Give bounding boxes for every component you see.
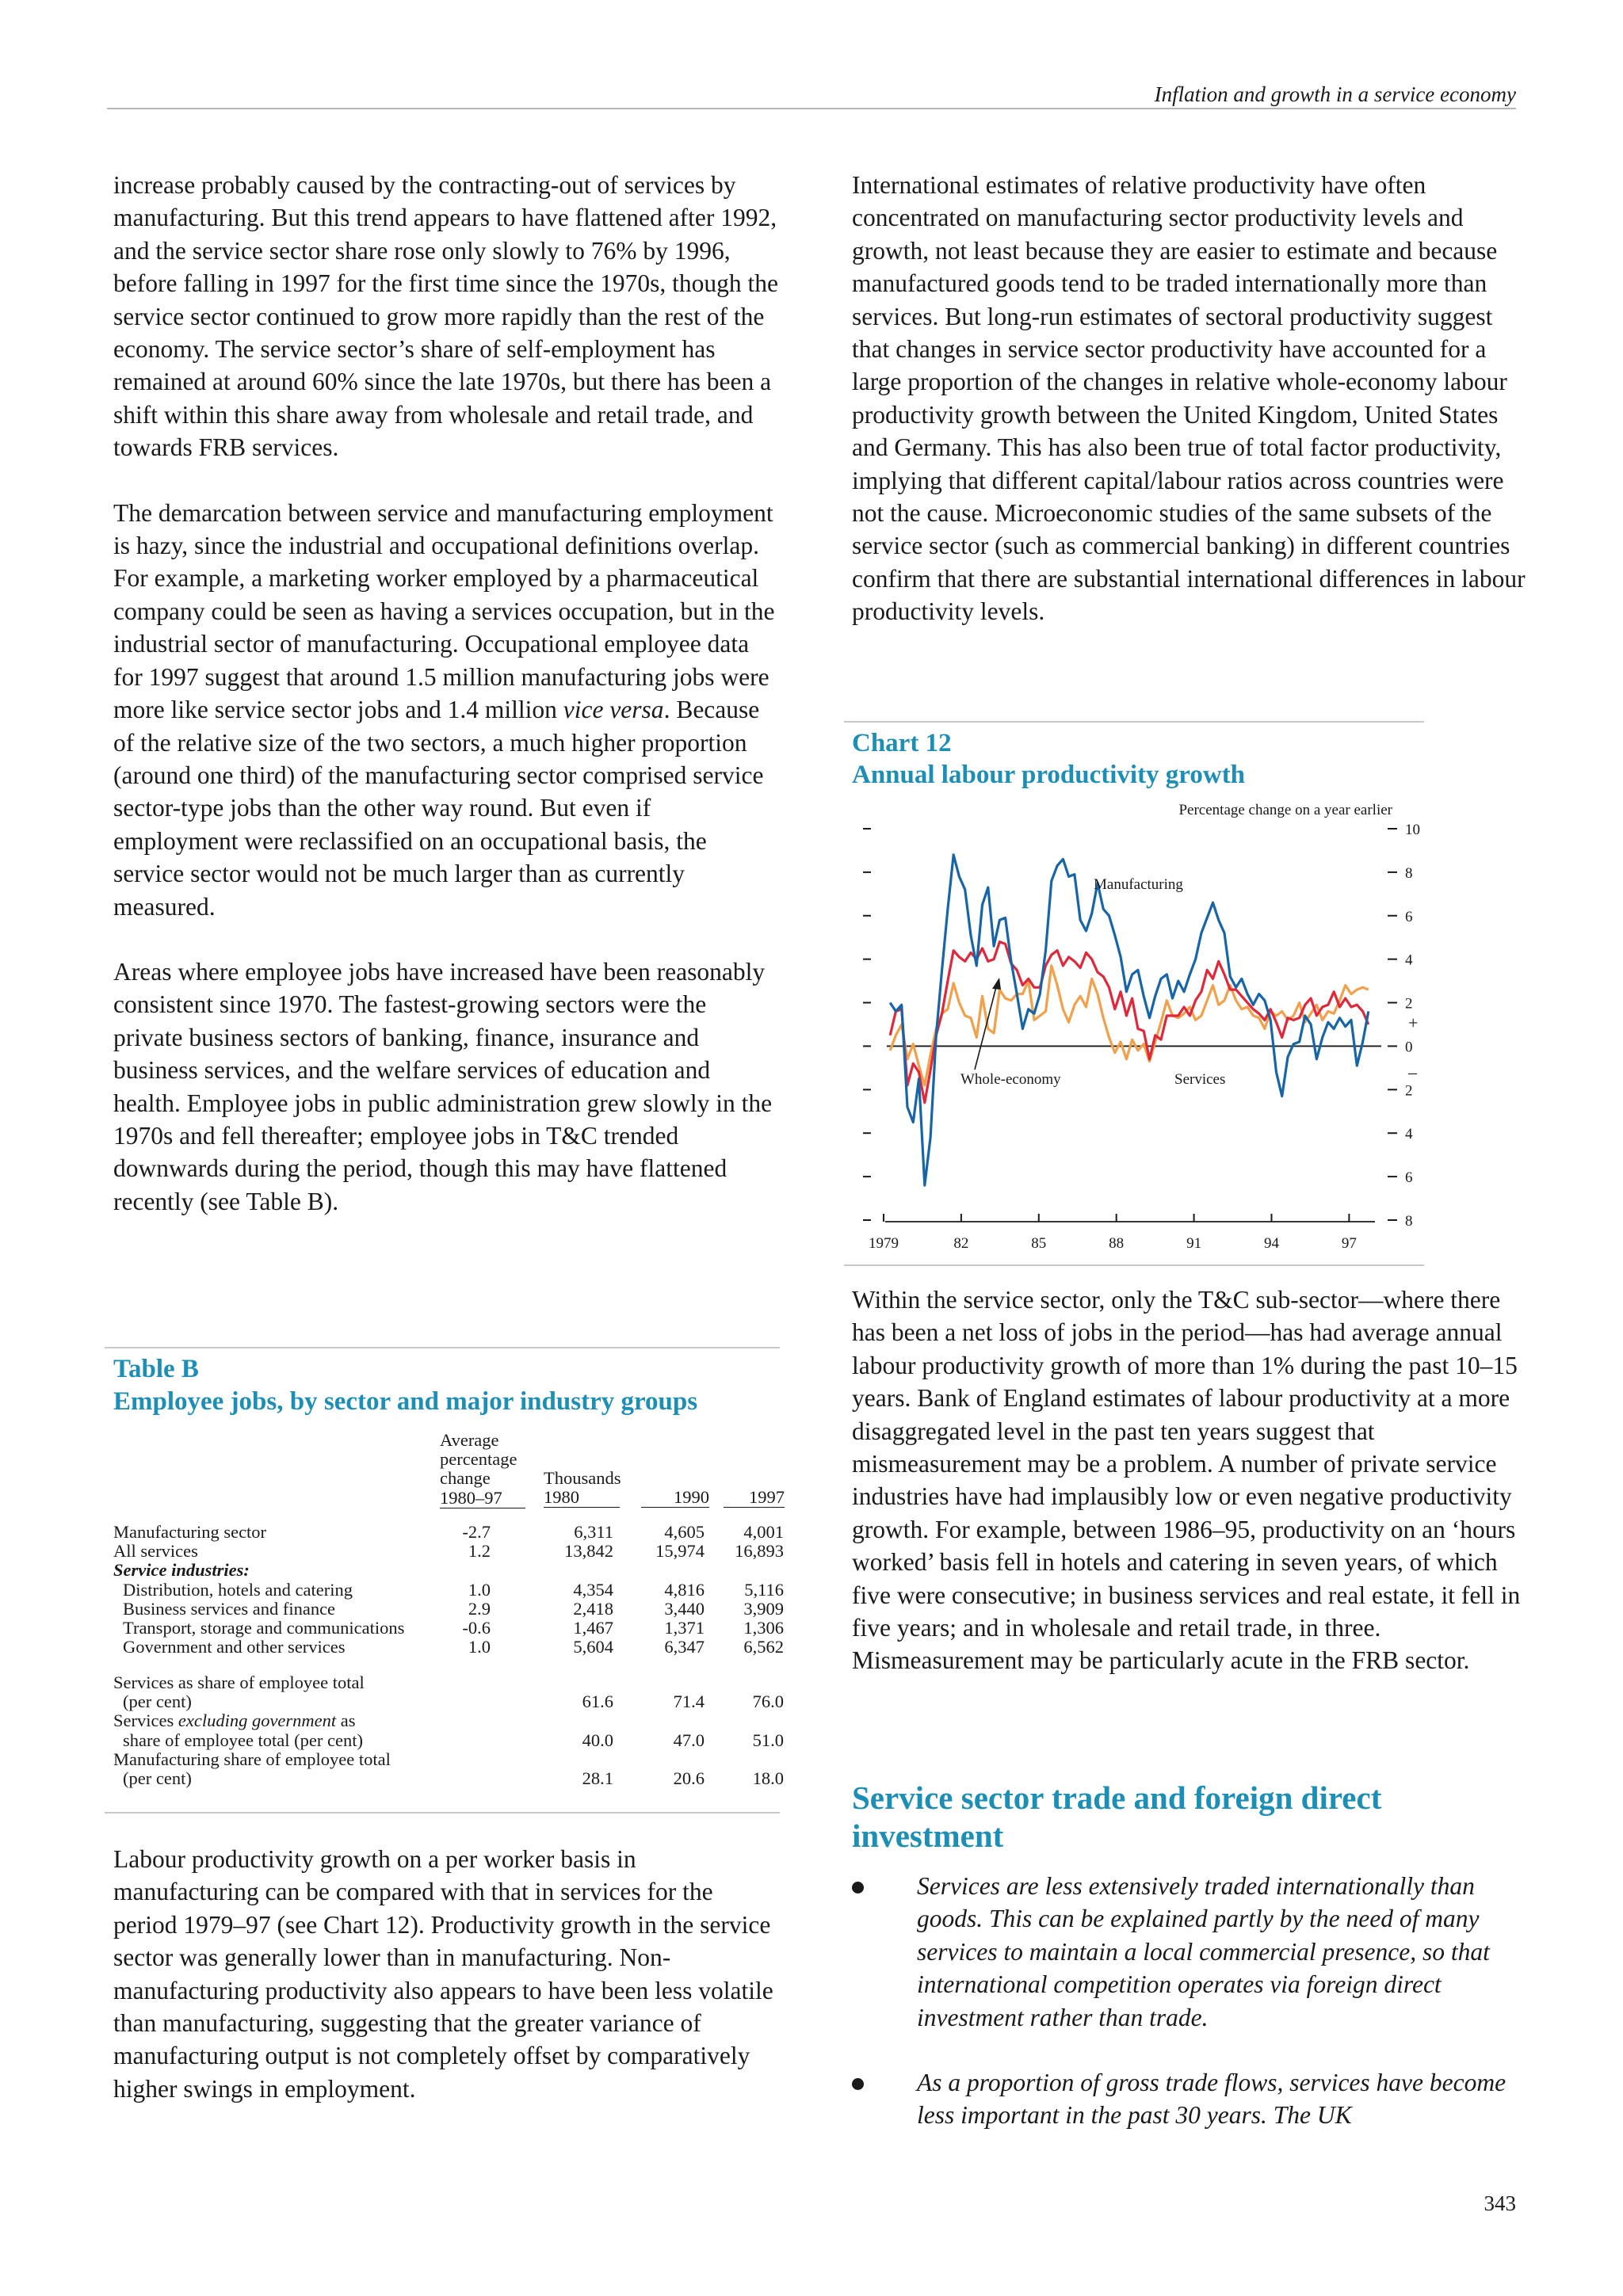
text-run: . Because of the relative size of the two sectors, a much higher proportion (around one third) of the manufacturing sector comprised service sector-type jobs than the other way round. But even if employment were reclassified on an occupational basis, the service sector would not be much larger than as currently measured. xyxy=(113,696,764,921)
y-tick-label: 4 xyxy=(1405,952,1413,969)
table-top-rule xyxy=(105,1347,780,1348)
x-tick-label: 1979 xyxy=(869,1235,899,1252)
table-row xyxy=(113,1750,787,1769)
annotation-services: Services xyxy=(1174,1071,1226,1088)
table-row xyxy=(113,1673,787,1692)
right-column xyxy=(852,169,1526,661)
y-tick-label: 2 xyxy=(1405,995,1413,1013)
bullet-item xyxy=(852,2066,1533,2132)
row-label: (per cent) xyxy=(123,1768,192,1788)
col-head-1997 xyxy=(724,1488,785,1508)
cell: 15,974 xyxy=(655,1541,705,1562)
table-row xyxy=(113,1692,787,1711)
table-row xyxy=(113,1619,787,1638)
header-line: 1997 xyxy=(724,1488,785,1508)
cell: 76.0 xyxy=(752,1691,784,1712)
row-group-label: Service industries: xyxy=(113,1560,250,1581)
cell: 71.4 xyxy=(673,1691,705,1712)
table-row xyxy=(113,1523,787,1542)
row-label: share of employee total (per cent) xyxy=(123,1730,363,1750)
x-tick-label: 94 xyxy=(1263,1235,1279,1252)
row-label: Business services and finance xyxy=(123,1598,336,1619)
cell: 1,371 xyxy=(664,1617,705,1638)
x-tick-label: 88 xyxy=(1109,1235,1125,1252)
cell: 2,418 xyxy=(573,1598,613,1619)
header-rule xyxy=(107,108,1516,109)
table-label: Table B xyxy=(113,1355,199,1383)
chart-label: Chart 12 xyxy=(852,729,952,757)
bullet-text: As a proportion of gross trade flows, services have become less important in the past 30 years. The UK xyxy=(917,2069,1507,2130)
cell: 61.6 xyxy=(582,1691,613,1712)
table-title: Employee jobs, by sector and major industry groups xyxy=(113,1387,698,1416)
y-tick-label: 8 xyxy=(1405,1213,1413,1230)
annotation-whole-economy: Whole-economy xyxy=(960,1071,1061,1088)
y-axis-label: Percentage change on a year earlier xyxy=(1178,802,1392,818)
cell: 1.0 xyxy=(468,1579,491,1600)
section-heading: Service sector trade and foreign direct investment xyxy=(852,1779,1382,1854)
bullet-text: Services are less extensively traded internationally than goods. This can be explained partly by the need of many services to maintain a local commercial presence, so that international competition operates via foreign direct investment rather than trade. xyxy=(917,1872,1490,2031)
cell: 6,347 xyxy=(664,1637,705,1657)
header-line: 1980 xyxy=(544,1488,620,1508)
col-head-avg xyxy=(440,1431,525,1508)
table-row xyxy=(113,1581,787,1600)
header-line: 1980–97 xyxy=(440,1489,525,1508)
cell: 6,562 xyxy=(743,1637,784,1657)
table-row xyxy=(113,1600,787,1619)
row-label: (per cent) xyxy=(123,1691,192,1712)
cell: 28.1 xyxy=(582,1768,613,1788)
row-label: as xyxy=(336,1711,356,1731)
row-label: Distribution, hotels and catering xyxy=(123,1579,353,1600)
y-tick-label: 10 xyxy=(1405,822,1420,838)
x-tick-label: 85 xyxy=(1031,1235,1047,1252)
header-line: change xyxy=(440,1468,491,1489)
row-label: Manufacturing sector xyxy=(113,1522,267,1542)
cell: 1.0 xyxy=(468,1637,491,1657)
cell: 6,311 xyxy=(574,1522,613,1542)
table-row xyxy=(113,1542,787,1561)
y-tick-label: 6 xyxy=(1405,908,1413,925)
annotation-arrow-head xyxy=(992,978,1001,990)
y-tick-label: 4 xyxy=(1405,1126,1413,1143)
cell: 20.6 xyxy=(673,1768,705,1788)
paragraph: increase probably caused by the contracting-out of services by manufacturing. But this trend appears to have flattened after 1992, and the service sector share rose only slowly to 76% by 1996, before falling in 1997 for the first time since the 1970s, though the service sector continued to grow more rapidly than the rest of the economy. The service sector’s share of self-employment has remained at around 60% since the late 1970s, but there has been a shift within this share away from wholesale and retail trade, and towards FRB services. xyxy=(113,171,778,462)
y-tick-label: 2 xyxy=(1405,1082,1413,1100)
cell: 5,604 xyxy=(573,1637,613,1657)
cell: -0.6 xyxy=(462,1617,491,1638)
paragraph: International estimates of relative productivity have often concentrated on manufacturing sector productivity levels and growth, not least because they are easier to estimate and because manufactured goods tend to be traded internationally more than services. But long-run estimates of sectoral productivity suggest that changes in service sector productivity have accounted for a large proportion of the changes in relative whole-economy labour productivity growth between the United Kingdom, United States and Germany. This has also been true of total factor productivity, implying that different capital/labour ratios across countries were not the cause. Microeconomic studies of the same subsets of the service sector (such as commercial banking) in different countries confirm that there are substantial international differences in labour productivity levels. xyxy=(852,171,1526,626)
row-label: Services xyxy=(113,1711,178,1731)
table-row xyxy=(113,1711,787,1730)
row-label: Services as share of employee total xyxy=(113,1672,365,1692)
table-row xyxy=(113,1769,787,1788)
x-tick-label: 82 xyxy=(953,1235,969,1252)
table-row xyxy=(113,1638,787,1657)
cell: 51.0 xyxy=(752,1730,784,1750)
table-row xyxy=(113,1561,787,1580)
chart-top-rule xyxy=(844,721,1424,723)
chart-bottom-rule xyxy=(844,1264,1424,1266)
x-tick-label: 91 xyxy=(1186,1235,1202,1252)
col-head-1990 xyxy=(641,1488,709,1508)
cell: 1,306 xyxy=(743,1617,784,1638)
italic-text: excluding government xyxy=(178,1711,337,1731)
y-tick-label: 6 xyxy=(1405,1169,1413,1187)
bullet-item xyxy=(852,1870,1533,2034)
col-head-thousands xyxy=(544,1469,621,1508)
bullet-dot-icon xyxy=(852,2078,864,2090)
cell: 40.0 xyxy=(582,1730,613,1750)
cell: 2.9 xyxy=(468,1598,491,1619)
running-header: Inflation and growth in a service economy xyxy=(1154,82,1516,106)
cell: 3,440 xyxy=(664,1598,705,1619)
left-column-bottom xyxy=(113,1843,779,2138)
row-label: Government and other services xyxy=(123,1637,346,1657)
cell: 3,909 xyxy=(743,1598,784,1619)
plus-sign: + xyxy=(1408,1013,1419,1033)
bullet-dot-icon xyxy=(852,1882,864,1894)
right-column-bottom xyxy=(852,1283,1526,1710)
header-line: Thousands xyxy=(544,1468,621,1488)
cell: 4,605 xyxy=(664,1522,705,1542)
series-group xyxy=(890,855,1369,1185)
y-tick-label: 0 xyxy=(1405,1039,1413,1056)
paragraph: Areas where employee jobs have increased have been reasonably consistent since 1970. The fastest-growing sectors were the private business sectors of banking, finance, insurance and business services, and the welfare services of education and health. Employee jobs in public administration grew slowly in the 1970s and fell thereafter; employee jobs in T&C trended downwards during the period, though this may have flattened recently (see Table B). xyxy=(113,957,773,1215)
paragraph: Labour productivity growth on a per worker basis in manufacturing can be compared with that in services for the period 1979–97 (see Chart 12). Productivity growth in the service sector was generally lower than in manufacturing. Non-manufacturing productivity also appears to have been less volatile than manufacturing, suggesting that the greater variance of manufacturing output is not completely offset by comparatively higher swings in employment. xyxy=(113,1845,773,2103)
chart-title: Annual labour productivity growth xyxy=(852,761,1246,789)
paragraph: Within the service sector, only the T&C sub-sector—where there has been a net loss of jobs in the period—has had average annual labour productivity growth of more than 1% during the past 10–15 years. Bank of England estimates of labour productivity at a more disaggregated level in the past ten years suggest that mismeasurement may be a problem. A number of private service industries have had implausibly low or even negative productivity growth. For example, between 1986–95, productivity on an ‘hours worked’ basis fell in hotels and catering in seven years, of which five were consecutive; in business services and real estate, it fell in five years; and in wholesale and retail trade, in three. Mismeasurement may be particularly acute in the FRB sector. xyxy=(852,1286,1521,1675)
line-chart xyxy=(852,800,1424,1260)
table-row xyxy=(113,1731,787,1750)
cell: 4,001 xyxy=(743,1522,784,1542)
header-line: Average xyxy=(440,1430,499,1450)
cell: 1,467 xyxy=(573,1617,613,1638)
cell: 47.0 xyxy=(673,1730,705,1750)
row-label: Transport, storage and communications xyxy=(123,1617,405,1638)
header-line: 1990 xyxy=(641,1488,709,1508)
italic-text: vice versa xyxy=(563,696,664,724)
row-label: Manufacturing share of employee total xyxy=(113,1749,391,1769)
cell: 4,354 xyxy=(573,1579,613,1600)
cell: 5,116 xyxy=(744,1579,784,1600)
cell: 1.2 xyxy=(468,1541,491,1562)
cell: 13,842 xyxy=(564,1541,613,1562)
y-tick-label: 8 xyxy=(1405,864,1413,882)
table-bottom-rule xyxy=(105,1812,780,1814)
x-tick-label: 97 xyxy=(1341,1235,1357,1252)
cell: -2.7 xyxy=(462,1522,491,1542)
text-run: The demarcation between service and manufacturing employment is hazy, since the industrial and occupational definitions overlap. For example, a marketing worker employed by a pharmaceutical company could be seen as having a services occupation, but in the industrial sector of manufacturing. Occupational employee data for 1997 suggest that around 1.5 million manufacturing jobs were more like service sector jobs and 1.4 million xyxy=(113,498,775,724)
annotation-manufacturing: Manufacturing xyxy=(1094,876,1183,893)
bullet-list xyxy=(852,1870,1533,2164)
page-number: 343 xyxy=(1484,2191,1516,2215)
paragraph xyxy=(113,497,779,923)
left-column xyxy=(113,169,779,1250)
header-line: percentage xyxy=(440,1449,517,1470)
minus-sign: – xyxy=(1408,1062,1417,1082)
cell: 18.0 xyxy=(752,1768,784,1788)
cell: 16,893 xyxy=(735,1541,784,1562)
row-label: All services xyxy=(113,1541,198,1562)
cell: 4,816 xyxy=(664,1579,705,1600)
